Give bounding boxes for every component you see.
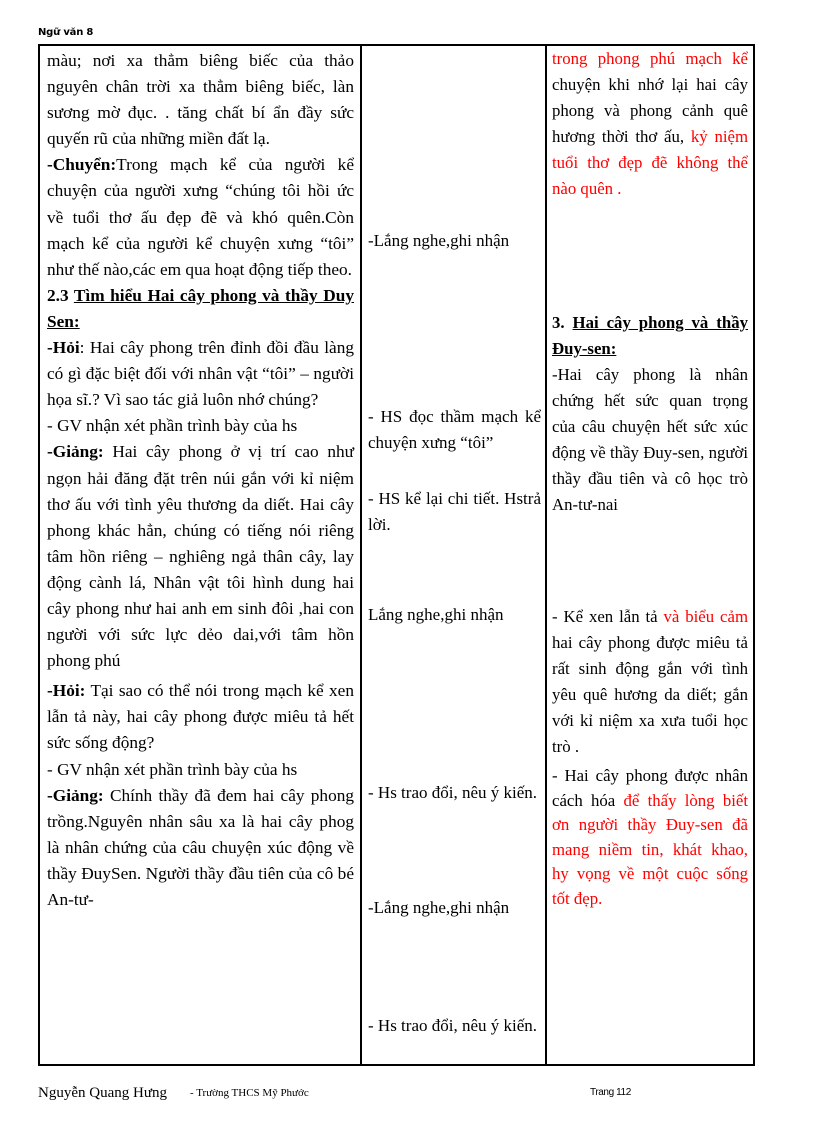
transition-text: Trong mạch kể của người kể chuyện của người xưng “chúng tôi hồi ức về tuổi thơ ấu đẹp đẽ và khó quên.Còn mạch kể của người kể chuyện xưng “tôi” như thế nào,các em qua hoạt động tiếp theo. xyxy=(47,155,354,279)
lecture-1 xyxy=(47,439,354,674)
lecture-2 xyxy=(47,783,354,913)
content-text: hai cây phong được miêu tả rất sinh động gắn với tình yêu quê hương da diết; gắn với kỉ niệm xa xưa tuổi học trò . xyxy=(552,633,748,756)
question-text: Tại sao có thể nói trong mạch kể xen lẫn tả này, hai cây phong được miêu tả hết sức sống động? xyxy=(47,681,354,753)
student-activity-listen-2: Lắng nghe,ghi nhận xyxy=(368,605,504,624)
lecture-text: Hai cây phong ở vị trí cao như ngọn hải đăng đặt trên núi gắn với kỉ niệm thơ ấu với tình yêu thương da diết. Hai cây phong khác hẳn, chúng có tiếng nói riêng tâm hồn riêng – nghiêng ngả thân cây, lay động cành lá, Nhân vật tôi hình dung hai cây phong như hai anh em sinh đôi ,hai con người với sức lực dẻo dai,với tâm hồn phong phú xyxy=(47,442,354,671)
transition-label: -Chuyển: xyxy=(47,155,117,175)
question-2 xyxy=(47,678,354,756)
teacher-comment-1: - GV nhận xét phần trình bày của hs xyxy=(47,416,298,436)
student-activity-discuss-2: - Hs trao đổi, nêu ý kiến. xyxy=(368,1016,538,1035)
content-column xyxy=(547,46,753,1064)
student-activity-read: - HS đọc thầm mạch kể chuyện xưng “tôi” xyxy=(368,407,541,452)
section-title: Tìm hiểu Hai cây phong và thầy Duy Sen: xyxy=(47,285,354,331)
student-activity-discuss-1: - Hs trao đổi, nêu ý kiến. xyxy=(368,783,538,802)
student-activity-listen-3: -Lắng nghe,ghi nhận xyxy=(368,898,510,917)
student-activity-retell: - HS kể lại chi tiết. Hstrả lời. xyxy=(368,489,541,534)
teacher-comment-2: - GV nhận xét phần trình bày của hs xyxy=(47,759,298,779)
section-heading-3 xyxy=(552,310,748,362)
lecture-label: -Giảng: xyxy=(47,785,104,805)
highlight-text: trong phong phú mạch kể xyxy=(552,49,748,68)
content-text: - Kể xen lẫn tả xyxy=(552,607,664,626)
question-text: : Hai cây phong trên đỉnh đồi đầu làng có gì đặc biệt đối với nhân vật “tôi” – người họa sĩ.? Vì sao tác giả luôn nhớ chúng? xyxy=(47,338,354,410)
content-text: chuyện khi nhớ lại hai cây phong và phong cảnh quê hương thời thơ ấu, xyxy=(552,75,748,146)
question-1 xyxy=(47,335,354,413)
subject-header: Ngữ văn 8 xyxy=(38,27,94,38)
highlight-text: để thấy lòng biết ơn người thầy Đuy-sen đã mang niềm tin, khát khao, hy vọng về một cuộc sống tốt đẹp. xyxy=(552,790,748,908)
footer-school: - Trường THCS Mỹ Phước xyxy=(190,1087,309,1099)
section-heading-2-3 xyxy=(47,283,354,335)
content-witness: -Hai cây phong là nhân chứng hết sức quan trọng của câu chuyện hết sức xúc động về thầy Đuy-sen, người thầy đầu tiên và cô học trò An-tư-nai xyxy=(552,365,748,514)
highlight-text: kỷ niệm tuổi thơ đẹp đẽ không thể nào quên . xyxy=(552,127,749,198)
content-personification xyxy=(552,764,748,911)
section-number: 2.3 xyxy=(47,285,74,305)
paragraph-transition xyxy=(47,152,354,282)
content-description xyxy=(552,604,748,760)
paragraph-landscape: màu; nơi xa thẳm biêng biếc của thảo nguyên chân trời xa thẳm biêng biếc, làn sương mờ đục. . tăng chất bí ẩn đầy sức quyến rũ của những miền đất lạ. xyxy=(47,51,354,149)
section-title: Hai cây phong và thầy Đuy-sen: xyxy=(552,313,748,358)
highlight-text: và biểu cảm xyxy=(663,607,748,626)
footer-page-number: Trang 112 xyxy=(590,1087,631,1098)
question-label: -Hỏi xyxy=(47,338,80,358)
lecture-label: -Giảng: xyxy=(47,442,104,462)
section-number: 3. xyxy=(552,313,573,332)
question-label: -Hỏi: xyxy=(47,681,86,701)
content-text: - Hai cây phong được nhân cách hóa xyxy=(552,766,748,810)
lecture-text: Chính thầy đã đem hai cây phong trồng.Nguyên nhân sâu xa là hai cây phog là nhân chứng của câu chuyện xúc động về thầy ĐuySen. Người thầy đầu tiên của cô bé An-tư- xyxy=(47,785,354,909)
content-memory xyxy=(552,46,748,202)
teacher-activity-column xyxy=(40,46,362,1064)
lesson-table xyxy=(38,44,755,1066)
student-activity-listen-1: -Lắng nghe,ghi nhận xyxy=(368,231,510,250)
student-activity-column xyxy=(362,46,547,1064)
footer-author: Nguyễn Quang Hưng xyxy=(38,1085,167,1101)
